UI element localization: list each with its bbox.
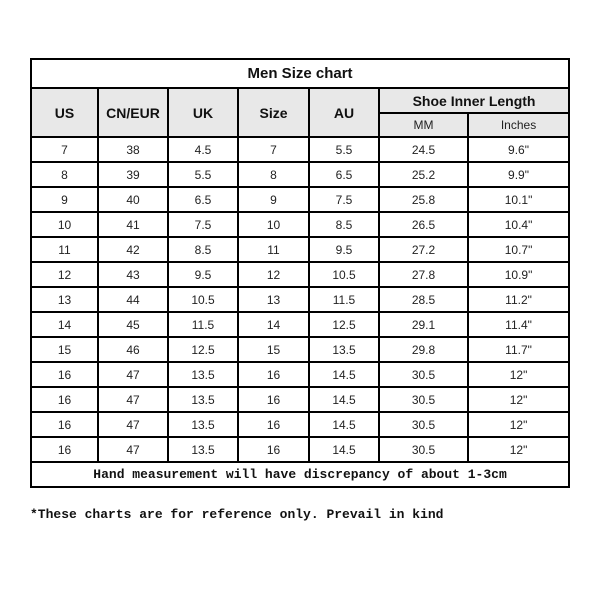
table-cell: 11.7" [468,337,569,362]
table-cell: 25.2 [379,162,468,187]
table-cell: 14.5 [309,437,379,462]
table-cell: 9.6" [468,137,569,162]
table-cell: 10.5 [309,262,379,287]
table-row [31,137,569,162]
table-cell: 41 [98,212,168,237]
table-cell: 16 [238,412,309,437]
table-cell: 9 [238,187,309,212]
col-header-shoe-inner-length: Shoe Inner Length [379,88,569,113]
table-cell: 11.4" [468,312,569,337]
table-cell: 47 [98,437,168,462]
table-cell: 16 [238,362,309,387]
table-cell: 11 [238,237,309,262]
table-cell: 5.5 [168,162,238,187]
table-cell: 10.4" [468,212,569,237]
table-cell: 27.8 [379,262,468,287]
table-row [31,162,569,187]
table-cell: 10.1" [468,187,569,212]
col-header-uk: UK [168,88,238,137]
table-row [31,212,569,237]
table-cell: 12.5 [309,312,379,337]
table-footer-row [31,462,569,487]
col-header-cn-eur: CN/EUR [98,88,168,137]
table-cell: 8 [31,162,98,187]
table-cell: 29.8 [379,337,468,362]
table-title: Men Size chart [31,59,569,88]
table-cell: 9.5 [309,237,379,262]
table-cell: 11.5 [309,287,379,312]
table-row [31,187,569,212]
table-cell: 47 [98,362,168,387]
table-cell: 13 [238,287,309,312]
table-cell: 7.5 [168,212,238,237]
table-cell: 30.5 [379,437,468,462]
table-cell: 9 [31,187,98,212]
table-cell: 5.5 [309,137,379,162]
table-cell: 43 [98,262,168,287]
table-cell: 13.5 [168,437,238,462]
table-cell: 45 [98,312,168,337]
table-cell: 15 [238,337,309,362]
table-row [31,287,569,312]
table-cell: 12 [238,262,309,287]
col-header-au: AU [309,88,379,137]
table-cell: 40 [98,187,168,212]
table-cell: 9.5 [168,262,238,287]
table-cell: 38 [98,137,168,162]
table-cell: 10.7" [468,237,569,262]
table-cell: 11.5 [168,312,238,337]
table-cell: 12 [31,262,98,287]
table-cell: 12" [468,437,569,462]
table-cell: 7.5 [309,187,379,212]
table-cell: 11 [31,237,98,262]
table-cell: 10.9" [468,262,569,287]
table-cell: 12" [468,412,569,437]
table-row [31,312,569,337]
table-cell: 10 [31,212,98,237]
table-cell: 13 [31,287,98,312]
table-cell: 39 [98,162,168,187]
table-cell: 46 [98,337,168,362]
table-cell: 27.2 [379,237,468,262]
table-row [31,412,569,437]
table-cell: 9.9" [468,162,569,187]
table-cell: 30.5 [379,387,468,412]
table-cell: 7 [31,137,98,162]
table-cell: 13.5 [309,337,379,362]
table-cell: 16 [238,387,309,412]
size-table-body [31,137,569,462]
table-cell: 15 [31,337,98,362]
table-cell: 7 [238,137,309,162]
table-row [31,387,569,412]
table-cell: 30.5 [379,362,468,387]
table-cell: 8.5 [168,237,238,262]
table-cell: 10.5 [168,287,238,312]
table-cell: 12" [468,387,569,412]
table-cell: 42 [98,237,168,262]
col-header-size: Size [238,88,309,137]
table-cell: 13.5 [168,362,238,387]
table-cell: 26.5 [379,212,468,237]
table-cell: 16 [31,412,98,437]
table-cell: 47 [98,387,168,412]
table-cell: 10 [238,212,309,237]
table-cell: 6.5 [168,187,238,212]
table-cell: 29.1 [379,312,468,337]
col-header-inches: Inches [468,113,569,137]
col-header-mm: MM [379,113,468,137]
table-cell: 8.5 [309,212,379,237]
table-row [31,237,569,262]
table-cell: 4.5 [168,137,238,162]
table-cell: 16 [31,362,98,387]
table-cell: 14 [31,312,98,337]
table-row [31,437,569,462]
men-size-chart-table [30,58,570,488]
table-row [31,262,569,287]
table-cell: 13.5 [168,387,238,412]
table-row [31,362,569,387]
reference-footnote: *These charts are for reference only. Prevail in kind [30,507,444,522]
table-cell: 8 [238,162,309,187]
table-header-row [31,88,569,113]
table-cell: 12.5 [168,337,238,362]
measurement-discrepancy-note: Hand measurement will have discrepancy of about 1-3cm [31,462,569,487]
table-cell: 16 [238,437,309,462]
table-cell: 25.8 [379,187,468,212]
col-header-us: US [31,88,98,137]
table-cell: 47 [98,412,168,437]
table-cell: 12" [468,362,569,387]
table-title-row [31,59,569,88]
table-cell: 24.5 [379,137,468,162]
table-cell: 6.5 [309,162,379,187]
table-cell: 44 [98,287,168,312]
table-cell: 16 [31,437,98,462]
table-cell: 30.5 [379,412,468,437]
table-cell: 11.2" [468,287,569,312]
table-cell: 14.5 [309,362,379,387]
table-cell: 28.5 [379,287,468,312]
table-cell: 14.5 [309,412,379,437]
table-cell: 14 [238,312,309,337]
table-cell: 16 [31,387,98,412]
table-cell: 13.5 [168,412,238,437]
table-cell: 14.5 [309,387,379,412]
table-row [31,337,569,362]
